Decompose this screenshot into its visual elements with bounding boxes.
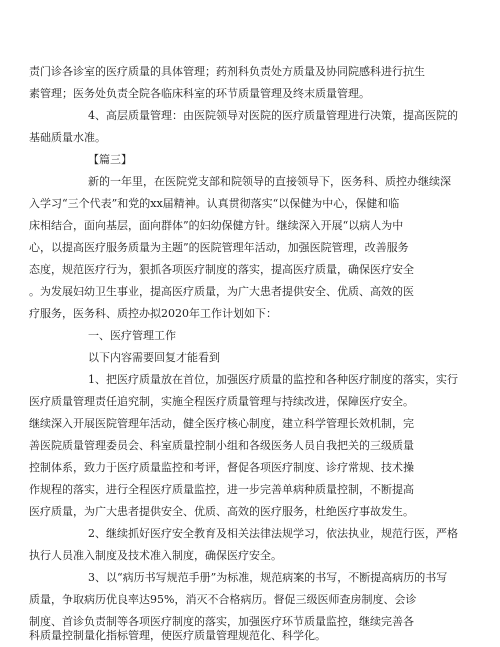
text-line: 床相结合，面向基层，面向群体”的妇幼保健方针。继续深入开展“以病人为中 bbox=[29, 219, 404, 232]
text-line: 责门诊各诊室的医疗质量的具体管理；药剂科负责处方质量及协同院感科进行抗生 bbox=[29, 65, 425, 78]
text-line: 善医院质量管理委员会、科室质量控制小组和各级医务人员自我把关的三级质量 bbox=[29, 439, 414, 452]
text-line: 作规程的落实，进行全程医疗质量监控，进一步完善单病种质量控制，不断提高 bbox=[29, 483, 414, 496]
text-line: 医疗质量，为广大患者提供安全、优质、高效的医疗服务，杜绝医疗事故发生。 bbox=[29, 505, 414, 518]
text-line: 医疗质量管理责任追究制，实施全程医疗质量管理与持续改进，保障医疗安全。 bbox=[29, 395, 414, 408]
text-line: 2、继续抓好医疗安全教育及相关法律法规学习，依法执业，规范行医，严格 bbox=[88, 527, 458, 540]
text-line: 入学习“三个代表”和党的xx届精神。认真贯彻落实“以保健为中心，保健和临 bbox=[29, 197, 400, 210]
text-line: 科质量控制量化指标管理，使医疗质量管理规范化、科学化。 bbox=[29, 629, 326, 642]
text-line: 执行人员准入制度及技术准入制度，确保医疗安全。 bbox=[29, 549, 282, 562]
text-line: 态度，规范医疗行为，狠抓各项医疗制度的落实，提高医疗质量，确保医疗安全 bbox=[29, 263, 414, 276]
text-line: 疗服务，医务科、质控办拟2020年工作计划如下： bbox=[29, 307, 277, 320]
text-line: 3、以“病历书写规范手册”为标准，规范病案的书写，不断提高病历的书写 bbox=[88, 571, 448, 584]
section-heading: 【篇三】 bbox=[88, 153, 132, 166]
text-line: 制度、首诊负责制等各项医疗制度的落实，加强医疗环节质量监控，继续完善各 bbox=[29, 615, 414, 628]
reply-notice: 以下内容需要回复才能看到 bbox=[88, 351, 220, 364]
subsection-heading: 一、医疗管理工作 bbox=[88, 329, 176, 342]
text-line: 控制体系，致力于医疗质量监控和考评，督促各项医疗制度、诊疗常规、技术操 bbox=[29, 461, 414, 474]
text-line: 4、高层质量管理：由医院领导对医院的医疗质量管理进行决策，提高医院的 bbox=[88, 109, 458, 122]
text-line: 基础质量水准。 bbox=[29, 131, 106, 144]
text-line: 继续深入开展医院管理年活动，健全医疗核心制度，建立科学管理长效机制，完 bbox=[29, 417, 414, 430]
text-line: 。为发展妇幼卫生事业，提高医疗质量，为广大患者提供安全、优质、高效的医 bbox=[29, 285, 414, 298]
text-line: 心，以提高医疗服务质量为主题”的医院管理年活动，加强医院管理，改善服务 bbox=[29, 241, 409, 254]
text-line: 质量，争取病历优良率达95%，消灭不合格病历。督促三级医师查房制度、会诊 bbox=[29, 593, 417, 606]
text-line: 1、把医疗质量放在首位，加强医疗质量的监控和各种医疗制度的落实，实行 bbox=[88, 373, 458, 386]
text-line: 新的一年里，在医院党支部和院领导的直接领导下，医务科、质控办继续深 bbox=[88, 175, 451, 188]
text-line: 素管理；医务处负责全院各临床科室的环节质量管理及终末质量管理。 bbox=[29, 87, 370, 100]
